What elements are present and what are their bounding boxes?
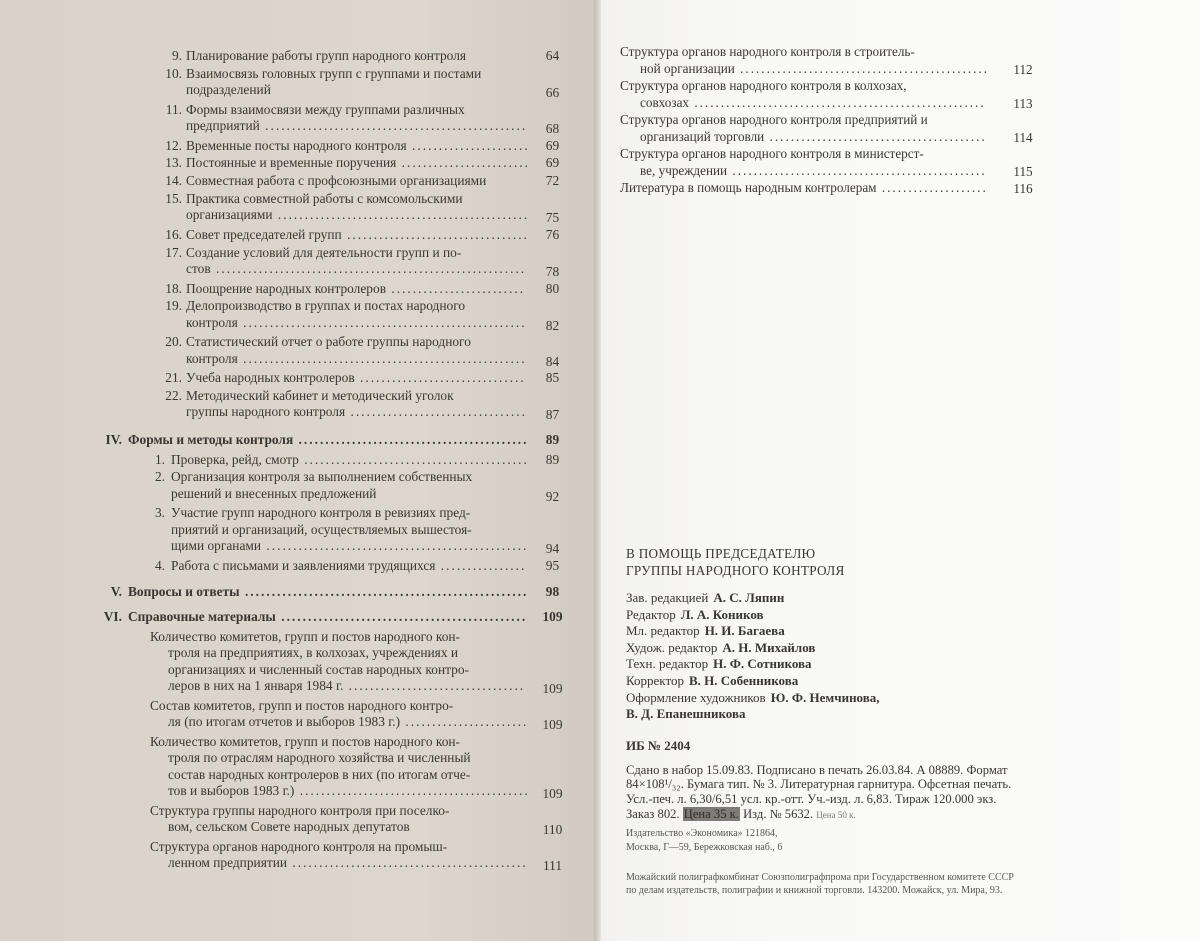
toc-entry-text: щими органами ................................................. xyxy=(171,538,529,554)
toc-page-number: 78 xyxy=(545,264,560,279)
toc-entry-text: Взаимосвязь головных групп с группами и постами xyxy=(186,65,482,81)
toc-entry-text: Организация контроля за выполнением собственных xyxy=(171,469,473,485)
leader-dots: ................................................ xyxy=(727,162,987,178)
toc-entry-number: 4. xyxy=(154,557,165,573)
toc-entry xyxy=(620,78,1170,111)
toc-page-number: 72 xyxy=(545,173,560,189)
toc-entry-text: совхозах ....................................................... xyxy=(640,94,986,110)
toc-entry-text: Структура органов народного контроля предприятий и xyxy=(620,112,928,127)
staff-row xyxy=(626,590,1186,607)
leader-dots: ..................................................... xyxy=(237,350,527,366)
toc-page-number: 69 xyxy=(545,137,560,153)
staff-row xyxy=(626,607,1186,624)
leader-dots: ..................................................... xyxy=(239,583,529,599)
toc-entry-text: состав народных контролеров в них (по итогам отче- xyxy=(168,766,471,782)
leader-dots: .......................................................... xyxy=(210,261,527,276)
toc-entry-text: организациями ............................................... xyxy=(186,207,530,223)
leader-dots: ......................................... xyxy=(764,128,987,144)
toc-entry-text: ной организации ............................................... xyxy=(640,60,990,76)
toc-entry-text: Литература в помощь народным контролерам .................... xyxy=(620,180,988,195)
staff-name: Н. И. Багаева xyxy=(704,623,785,639)
leader-dots: ...................... xyxy=(406,137,530,153)
leader-dots: ........................ xyxy=(396,155,530,171)
leader-dots: ............................................... xyxy=(734,60,990,76)
toc-entry-text: Структура органов народного контроля в строитель- xyxy=(620,44,915,59)
staff-role: Зав. редакцией xyxy=(626,590,709,605)
leader-dots: ........................................... xyxy=(293,431,529,447)
leader-dots: .................... xyxy=(876,180,988,195)
toc-entry-text: ве, учреждении ................................................ xyxy=(640,162,987,178)
leader-dots: ......................... xyxy=(386,280,526,296)
toc-entry-text: Делопроизводство в группах и постах народного xyxy=(186,298,466,314)
leader-dots: ............................... xyxy=(354,370,526,386)
toc-entry-text: Планирование работы групп народного контроля xyxy=(186,48,467,63)
toc-entry-number: 16. xyxy=(165,226,182,242)
toc-entry-text: Совет председателей групп .................................. xyxy=(186,226,529,242)
toc-entry-text: ля (по итогам отчетов и выборов 1983 г.) ....................... xyxy=(168,714,529,730)
leader-dots: ................................................. xyxy=(261,538,529,554)
publisher: Издательство «Экономика» 121864, Москва, Г—59, Бережковская наб., 6 xyxy=(626,827,783,853)
toc-page-number: 116 xyxy=(1013,181,1033,196)
toc-entry-text: Состав комитетов, групп и постов народного контро- xyxy=(150,697,454,713)
toc-entry-number: 22. xyxy=(165,387,182,403)
staff-row xyxy=(626,673,1186,690)
toc-entry-text: Проверка, рейд, смотр .......................................... xyxy=(171,451,529,467)
toc-entry-number: 9. xyxy=(171,48,182,63)
toc-entry-text: стов .......................................................... xyxy=(186,261,527,276)
toc-entry-text: Участие групп народного контроля в ревизиях пред- xyxy=(171,505,471,521)
toc-page-number: 69 xyxy=(545,155,560,171)
leader-dots: ........................................... xyxy=(294,783,530,799)
toc-page-number: 111 xyxy=(542,858,563,874)
toc-entry-text: Структура органов народного контроля в колхозах, xyxy=(620,78,907,93)
ib-number: ИБ № 2404 xyxy=(626,737,691,753)
toc-entry-number: 13. xyxy=(165,155,182,171)
toc-entry-text: предприятий ................................................. xyxy=(186,118,528,134)
toc-entry-text: Формы взаимосвязи между группами различных xyxy=(186,101,465,117)
order-line: Заказ 802. Цена 35 к. Изд. № 5632. Цена 50 к. xyxy=(626,806,856,821)
toc-entry-number: 19. xyxy=(165,298,182,314)
toc-page-number: 112 xyxy=(1013,61,1033,77)
toc-entry xyxy=(620,112,1170,145)
staff-row xyxy=(626,656,1186,673)
staff-row xyxy=(626,690,1186,707)
toc-entry-text: Создание условий для деятельности групп и по- xyxy=(186,244,462,260)
staff-name: В. Н. Собенникова xyxy=(688,672,799,688)
leader-dots: .............................................. xyxy=(275,609,528,625)
staff-list xyxy=(626,590,1186,723)
toc-entry-text: троля на предприятиях, в колхозах, учреждениях и xyxy=(168,645,459,661)
toc-page-number: 80 xyxy=(545,280,560,296)
toc-page-number: 85 xyxy=(545,370,560,386)
toc-page-number: 89 xyxy=(545,451,560,467)
toc-entry-text: подразделений xyxy=(186,82,271,98)
staff-row xyxy=(626,706,1186,723)
toc-entry-number: 17. xyxy=(165,244,182,260)
toc-entry-text: тов и выборов 1983 г.) ........................................... xyxy=(168,783,530,799)
staff-row xyxy=(626,640,1186,657)
leader-dots: .................................. xyxy=(341,226,529,242)
toc-entry-text: Временные посты народного контроля ...................... xyxy=(186,137,530,153)
toc-entry-number: 14. xyxy=(165,173,182,189)
toc-entry-number: 2. xyxy=(154,469,165,485)
staff-name: А. Н. Михайлов xyxy=(722,639,816,655)
toc-entry-number: 3. xyxy=(154,505,165,521)
toc-entry-text: троля по отраслям народного хозяйства и численный xyxy=(168,750,471,766)
toc-page-number: 68 xyxy=(545,121,560,137)
toc-page-number: 110 xyxy=(542,822,563,838)
toc-page-number: 94 xyxy=(545,541,560,557)
staff-role: Мл. редактор xyxy=(626,623,700,639)
staff-row xyxy=(626,623,1186,640)
toc-page-number: 82 xyxy=(545,317,560,333)
toc-entry-number: VI. xyxy=(103,609,122,625)
printer: Можайский полиграфкомбинат Союзполиграфпрома при Государственном комитете СССР по делам издательств, полиграфии и книжной торговли. 143200. Можайск, ул. Мира, 93. xyxy=(626,871,1014,897)
price-marked: Цена 35 к. xyxy=(683,806,739,821)
staff-role: Худож. редактор xyxy=(626,639,718,655)
toc-entry-text: приятий и организаций, осуществляемых вышестоя- xyxy=(171,521,472,537)
staff-name: А. С. Ляпин xyxy=(713,590,785,605)
staff-name: Н. Ф. Сотникова xyxy=(713,656,812,672)
staff-name: Ю. Ф. Немчинова, xyxy=(770,689,880,705)
toc-entry-text: Структура органов народного контроля в министерст- xyxy=(620,146,924,161)
staff-role: Редактор xyxy=(626,606,676,622)
left-table-of-contents xyxy=(0,0,597,941)
toc-page-number: 109 xyxy=(542,786,563,802)
toc-page-number: 114 xyxy=(1013,129,1033,145)
toc-entry-text: Формы и методы контроля ........................................... xyxy=(128,431,529,447)
toc-entry-text: контроля ..................................................... xyxy=(186,314,527,330)
staff-role: Корректор xyxy=(626,672,684,688)
toc-entry xyxy=(620,146,1170,179)
toc-entry-text: организаций торговли ......................................... xyxy=(640,128,987,144)
technical-info: Сдано в набор 15.09.83. Подписано в печать 26.03.84. А 08889. Формат 84×108¹/₃₂. Бумага тип. № 3. Литературная гарнитура. Офсетная печать. Усл.-печ. л. 6,30/6,51 усл. кр.-отт. Уч.-изд. л. 6,83. Тираж 120.000 экз. Заказ 802. Цена 35 к. Изд. № 5632. Цена 50 к. xyxy=(626,763,1186,823)
toc-entry-text: Совместная работа с профсоюзными организациями xyxy=(186,173,487,189)
leader-dots: .......................................... xyxy=(298,451,529,467)
toc-entry-text: Структура группы народного контроля при поселко- xyxy=(150,802,450,818)
toc-entry-text: Работа с письмами и заявлениями трудящихся ................ xyxy=(171,557,527,573)
toc-entry-text: группы народного контроля ................................. xyxy=(186,404,527,420)
toc-entry-text: леров в них на 1 января 1984 г. ................................. xyxy=(168,678,526,694)
toc-entry-number: IV. xyxy=(105,431,122,447)
toc-entry-text: Количество комитетов, групп и постов народного кон- xyxy=(150,628,461,644)
toc-entry-text: Структура органов народного контроля на промыш- xyxy=(150,838,448,854)
toc-entry-number: 11. xyxy=(165,101,182,117)
toc-page-number: 87 xyxy=(545,407,560,423)
toc-page-number: 75 xyxy=(545,210,560,226)
leader-dots: ................................................. xyxy=(259,118,528,134)
toc-entry-number: 10. xyxy=(165,65,182,81)
toc-entry-number: 12. xyxy=(165,137,182,153)
toc-entry-text: Учеба народных контролеров ............................... xyxy=(186,370,526,386)
toc-page-number: 115 xyxy=(1013,163,1033,179)
toc-page-number: 109 xyxy=(542,609,563,625)
toc-entry-text: контроля ..................................................... xyxy=(186,350,527,366)
leader-dots: ....................................................... xyxy=(689,94,986,110)
staff-role: Оформление художников xyxy=(626,689,766,705)
toc-page-number: 66 xyxy=(545,85,560,101)
staff-role: Техн. редактор xyxy=(626,656,709,672)
leader-dots: ................ xyxy=(435,557,527,573)
leader-dots: ............................................... xyxy=(272,207,530,223)
toc-page-number: 64 xyxy=(545,48,560,63)
toc-entry-text: Справочные материалы .............................................. xyxy=(128,609,528,625)
leader-dots: ................................. xyxy=(343,678,526,694)
toc-page-number: 84 xyxy=(545,353,560,369)
toc-page-number: 109 xyxy=(542,681,563,697)
toc-entry-number: 1. xyxy=(154,451,165,467)
toc-entry-text: Практика совместной работы с комсомольскими xyxy=(186,190,463,206)
toc-entry-text: Вопросы и ответы ..................................................... xyxy=(128,583,529,599)
price-small: Цена 50 к. xyxy=(816,809,856,820)
toc-entry-text: Методический кабинет и методический уголок xyxy=(186,387,454,403)
toc-entry-number: 15. xyxy=(165,190,182,206)
leader-dots: ............................................ xyxy=(287,855,528,871)
toc-entry-text: Количество комитетов, групп и постов народного кон- xyxy=(150,733,461,749)
leader-dots: ..................................................... xyxy=(237,314,527,330)
toc-entry-number: V. xyxy=(110,583,122,599)
leader-dots: ................................. xyxy=(345,404,527,420)
toc-page-number: 98 xyxy=(545,583,560,599)
toc-entry-text: решений и внесенных предложений xyxy=(171,485,377,501)
toc-entry-number: 21. xyxy=(165,370,182,386)
toc-entry-number: 20. xyxy=(165,334,182,350)
toc-page-number: 92 xyxy=(545,488,560,504)
toc-entry-text: Поощрение народных контролеров ......................... xyxy=(186,280,526,296)
series-title: В ПОМОЩЬ ПРЕДСЕДАТЕЛЮ ГРУППЫ НАРОДНОГО КОНТРОЛЯ xyxy=(626,546,845,578)
toc-entry-text: Постоянные и временные поручения ........................ xyxy=(186,155,530,171)
toc-entry-text: ленном предприятии ............................................ xyxy=(168,855,528,871)
toc-entry-text: организациях и численный состав народных контро- xyxy=(168,661,469,677)
toc-page-number: 109 xyxy=(542,717,563,733)
toc-entry xyxy=(620,180,1170,197)
staff-name: Л. А. Коников xyxy=(680,606,764,622)
leader-dots: ....................... xyxy=(400,714,529,730)
toc-page-number: 89 xyxy=(545,431,560,447)
toc-entry xyxy=(620,44,1170,77)
toc-page-number: 113 xyxy=(1013,95,1033,111)
toc-entry-number: 18. xyxy=(165,280,182,296)
toc-entry-text: вом, сельском Совете народных депутатов xyxy=(168,819,410,835)
toc-page-number: 95 xyxy=(545,557,560,573)
staff-name: В. Д. Епанешникова xyxy=(626,706,746,722)
imprint xyxy=(626,546,1186,898)
toc-entry-text: Статистический отчет о работе группы народного xyxy=(186,334,471,350)
toc-page-number: 76 xyxy=(545,226,560,242)
